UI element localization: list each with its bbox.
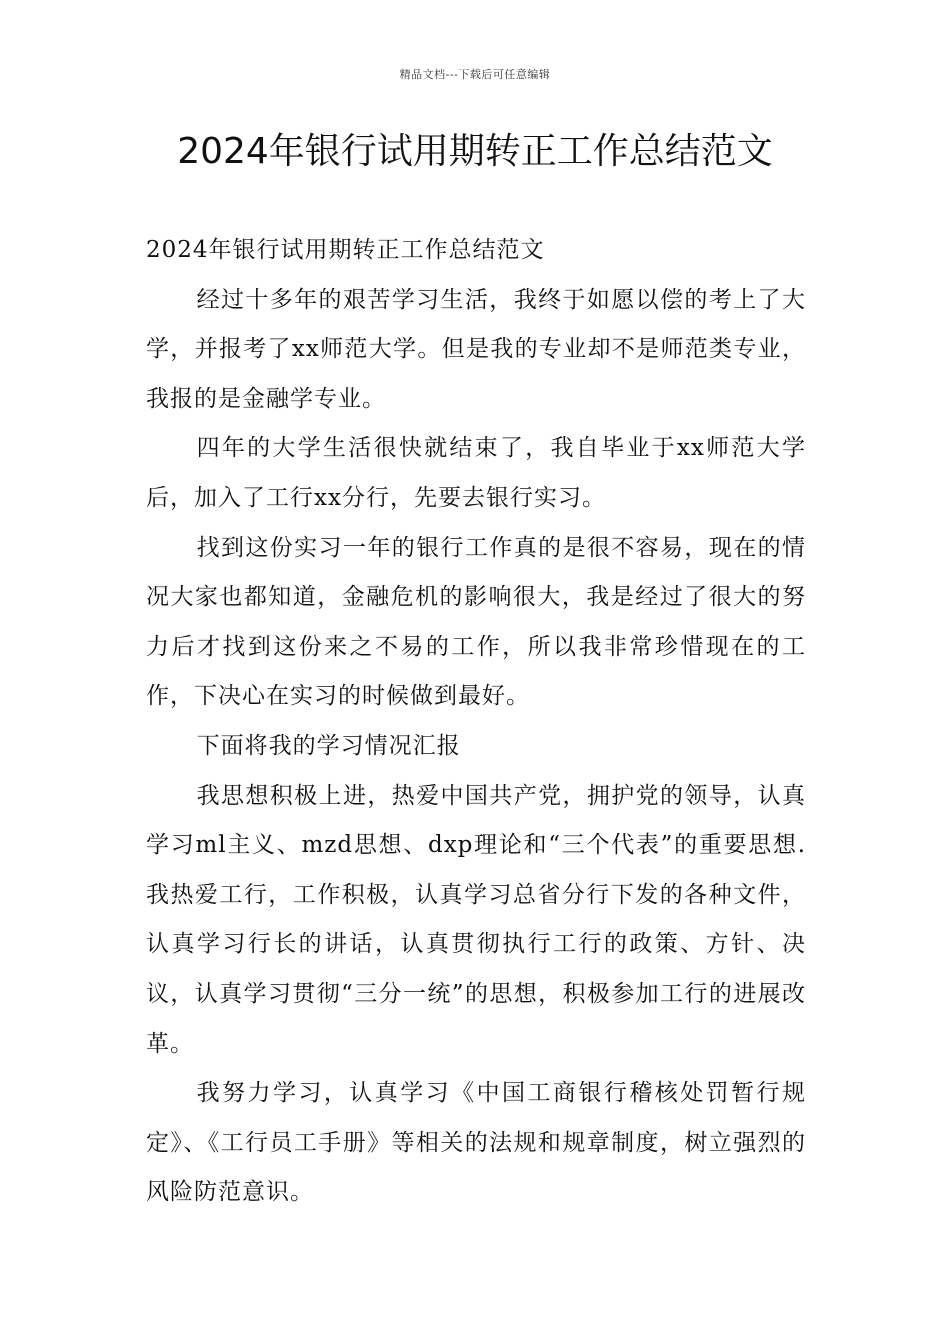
paragraph: 找到这份实习一年的银行工作真的是很不容易，现在的情况大家也都知道，金融危机的影响很大，我是经过了很大的努力后才找到这份来之不易的工作，所以我非常珍惜现在的工作，下决心在实习的时候做到最好。: [146, 534, 806, 710]
header-note: 精品文档---下载后可任意编辑: [399, 68, 551, 81]
paragraph: 我思想积极上进，热爱中国共产党，拥护党的领导，认真学习ml主义、mzd思想、dxp理论和“三个代表”的重要思想.我热爱工行，工作积极，认真学习总省分行下发的各种文件，认真学习行长的讲话，认真贯彻执行工行的政策、方针、决议，认真学习贯彻“三分一统”的思想，积极参加工行的进展改革。: [146, 782, 806, 1057]
paragraph: 四年的大学生活很快就结束了，我自毕业于xx师范大学后，加入了工行xx分行，先要去银行实习。: [146, 435, 806, 511]
paragraph: 我努力学习，认真学习《中国工商银行稽核处罚暂行规定》、《工行员工手册》等相关的法规和规章制度，树立强烈的风险防范意识。: [146, 1080, 806, 1206]
paragraph: 经过十多年的艰苦学习生活，我终于如愿以偿的考上了大学，并报考了xx师范大学。但是我的专业却不是师范类专业，我报的是金融学专业。: [146, 286, 806, 412]
document-body: [146, 226, 806, 1218]
document-title: 2024年银行试用期转正工作总结范文: [177, 131, 773, 172]
paragraph-subtitle: 2024年银行试用期转正工作总结范文: [146, 237, 545, 263]
paragraph: 下面将我的学习情况汇报: [196, 732, 461, 759]
